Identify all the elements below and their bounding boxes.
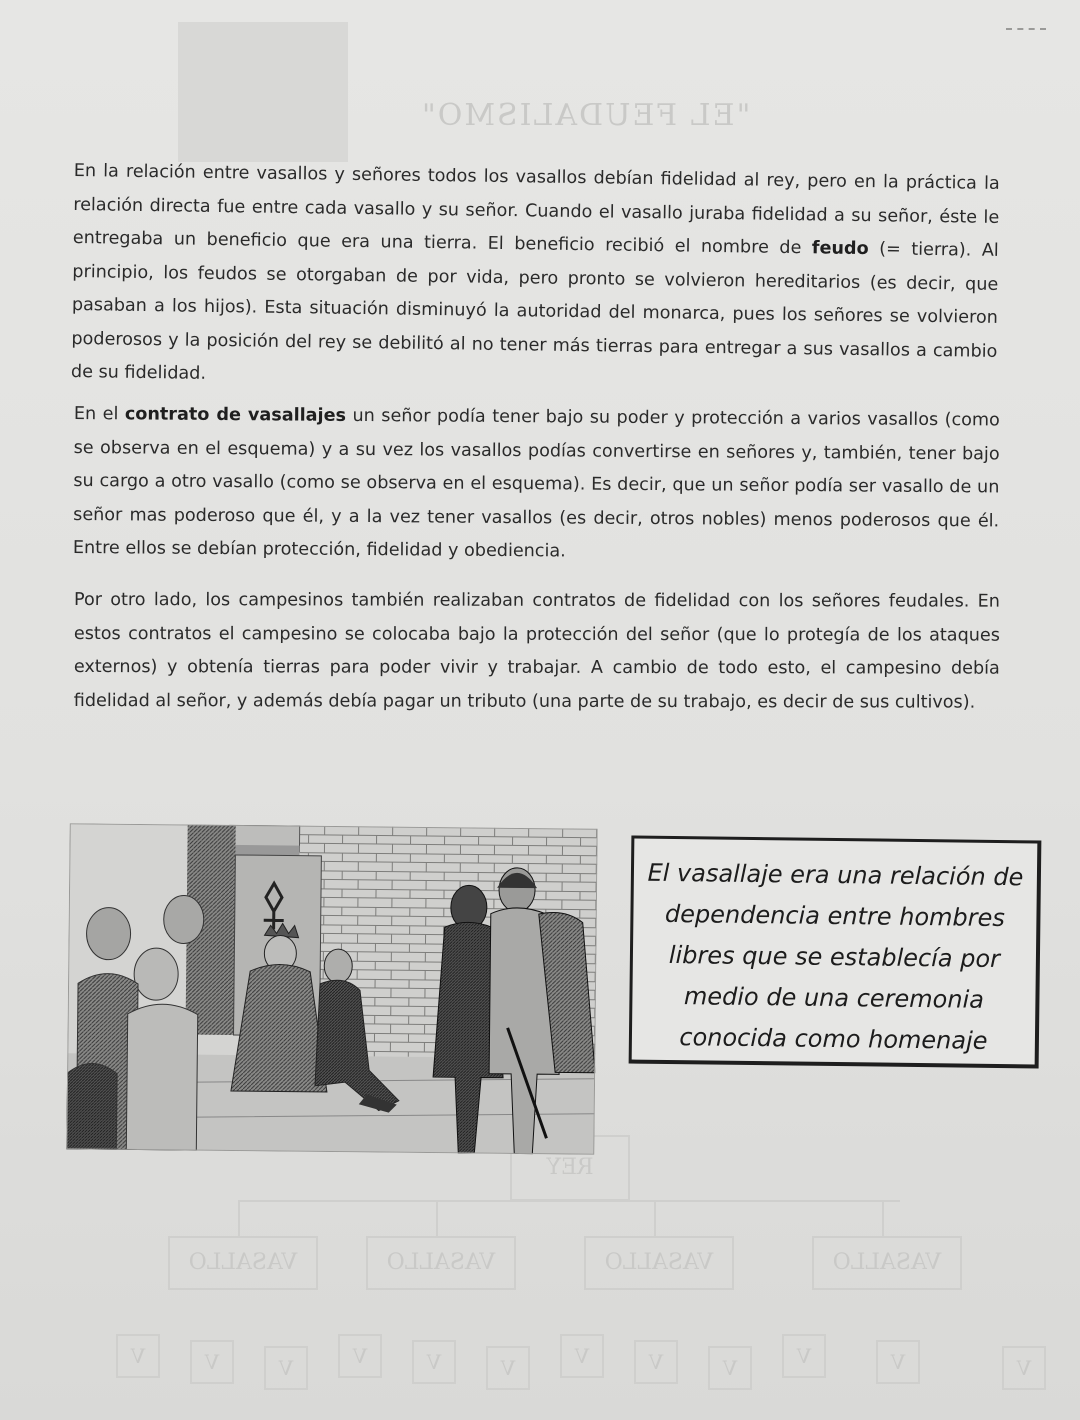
bleed-through-leaf-node [190, 1340, 234, 1384]
bleed-through-leaf-label: V [722, 1356, 738, 1380]
bleed-through-leaf-node [1002, 1346, 1046, 1390]
bleed-through-leaf-label: V [890, 1350, 906, 1374]
bleed-through-vassal-node [168, 1236, 318, 1290]
bleed-through-leaf-label: V [648, 1350, 664, 1374]
bleed-through-leaf-label: V [426, 1350, 442, 1374]
callout-line: medio de una ceremonia [683, 982, 985, 1014]
bleed-through-leaf-node [708, 1346, 752, 1390]
callout-line: dependencia entre hombres [664, 899, 1006, 933]
bleed-through-leaf-label: V [796, 1344, 812, 1368]
bleed-through-leaf-node [264, 1346, 308, 1390]
paragraph-contrato-vasallaje [73, 398, 1000, 572]
bold-term: feudo [811, 238, 869, 260]
bleed-through-vassal-node-label: VASALLO [604, 1250, 714, 1275]
bleed-through-title: "EL FEUDALISMO" [420, 98, 751, 133]
bleed-through-leaf-label: V [204, 1350, 220, 1374]
bleed-through-vassal-node-label: VASALLO [832, 1250, 942, 1275]
bleed-through-leaf-label: V [1016, 1356, 1032, 1380]
bleed-through-leaf-label: V [352, 1344, 368, 1368]
homage-ceremony-illustration [66, 823, 597, 1155]
bleed-through-leaf-node [560, 1334, 604, 1378]
bleed-through-leaf-label: V [500, 1356, 516, 1380]
bleed-through-leaf-node [116, 1334, 160, 1378]
bleed-through-vassal-node [812, 1236, 962, 1290]
bleed-through-vassal-node-label: VASALLO [386, 1250, 496, 1275]
text-run: un señor podía tener bajo su poder y protección a varios vasallos (como se observa en el esquema) y a su vez los vasallos podías convertirse en señores y, también, tener bajo su cargo a otro vasallo (como se observa en el esquema). Es decir, que un señor podía ser vasallo de un señor mas poderoso que él, y a la vez tener vasallos (es decir, otros nobles) menos poderosos que él. Entre ellos se debían protección, fidelidad y obediencia. [72, 405, 1000, 562]
bleed-through-vassal-node [584, 1236, 734, 1290]
text-run: En la relación entre vasallos y señores todos los vasallos debían fidelidad al rey, pero en la práctica la relación directa fue entre cada vasallo y su señor. Cuando el vasallo juraba fidelidad a su señor, éste le entregaba un beneficio que era una tierra. El beneficio recibió el nombre de [72, 160, 1000, 259]
vasallaje-definition-box [629, 836, 1042, 1069]
bleed-through-connector [654, 1200, 656, 1236]
bleed-through-top-node-label: REY [546, 1155, 594, 1180]
bleed-through-leaf-node [412, 1340, 456, 1384]
corner-mark [1006, 28, 1046, 30]
bleed-through-leaf-label: V [130, 1344, 146, 1368]
bleed-through-vassal-node-label: VASALLO [188, 1250, 298, 1275]
bleed-through-connector [240, 1200, 900, 1202]
callout-line: libres que se establecía por [668, 940, 1001, 974]
bleed-through-leaf-node [876, 1340, 920, 1384]
bleed-through-leaf-label: V [574, 1344, 590, 1368]
callout-line: conocida como homenaje [679, 1023, 988, 1055]
text-run: (= tierra). Al principio, los feudos se otorgaban de por vida, pero pronto se volvieron hereditarios (es decir, que pasaban a los hijos). Esta situación disminuyó la autoridad del monarca, pues los señores se volvieron poderosos y la posición del rey se debilitó al no tener más tierras para entregar a sus vasallos a cambio de su fidelidad. [70, 239, 999, 384]
paragraph-feudo [71, 155, 1000, 402]
bleed-through-vassal-node [366, 1236, 516, 1290]
bleed-through-connector [882, 1200, 884, 1236]
bleed-through-leaf-label: V [278, 1356, 294, 1380]
text-run: En el [73, 403, 125, 425]
bleed-through-leaf-node [338, 1334, 382, 1378]
paragraph-campesinos [74, 584, 1000, 720]
bold-term: contrato de vasallajes [124, 404, 347, 426]
bleed-through-leaf-node [634, 1340, 678, 1384]
text-run: Por otro lado, los campesinos también realizaban contratos de fidelidad con los señores feudales. En estos contratos el campesino se colocaba bajo la protección del señor (que lo protegía de los ataques externos) y obtenía tierras para poder vivir y trabajar. A cambio de todo esto, el campesino debía fidelidad al señor, y además debía pagar un tributo (una parte de su trabajo, es decir de sus cultivos). [73, 590, 1000, 713]
bleed-through-leaf-node [486, 1346, 530, 1390]
bleed-through-leaf-node [782, 1334, 826, 1378]
bleed-through-photo [178, 22, 348, 162]
callout-line: El vasallaje era una relación de [647, 858, 1024, 892]
bleed-through-connector [238, 1200, 240, 1236]
bleed-through-connector [436, 1200, 438, 1236]
